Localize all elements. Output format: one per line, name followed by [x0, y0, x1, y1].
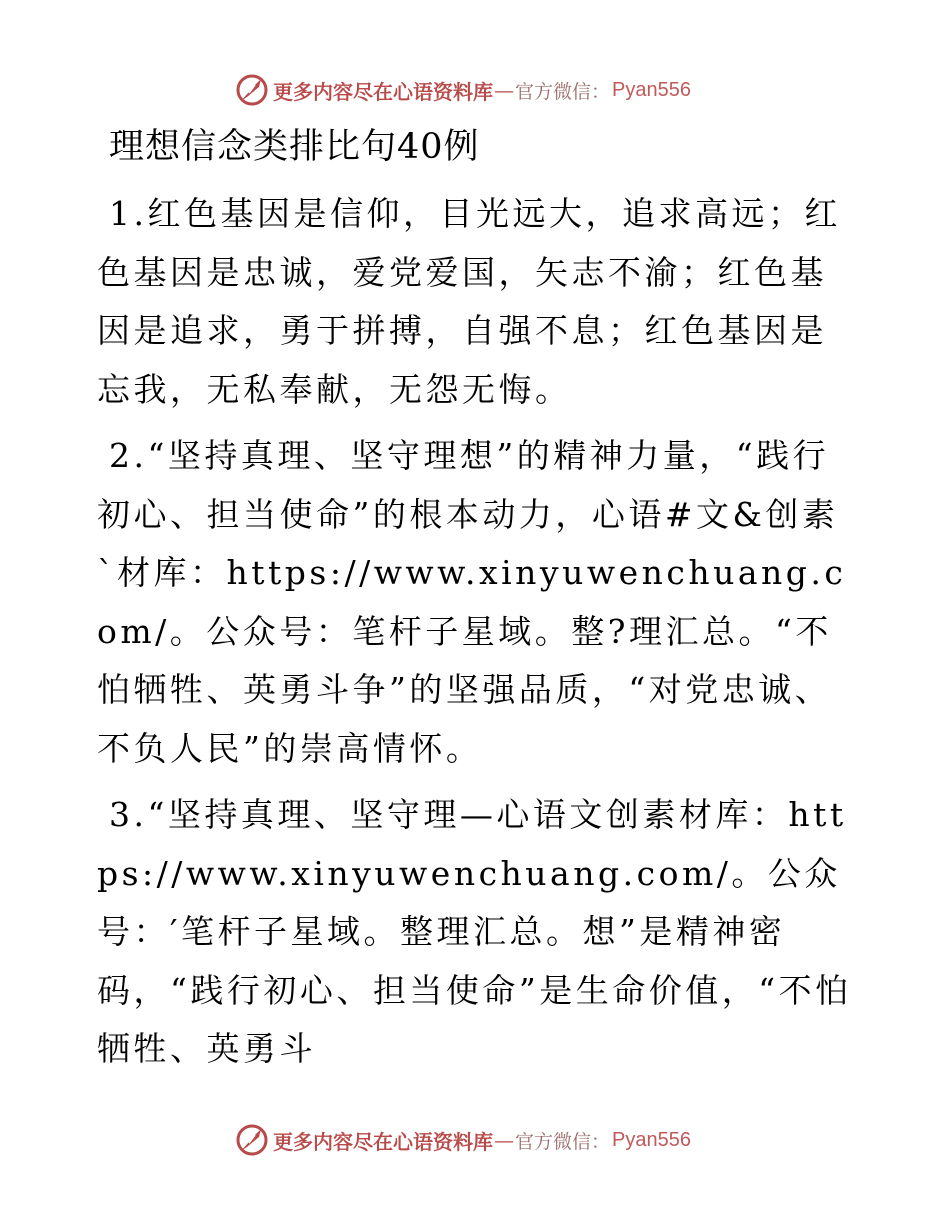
watermark-dash: —: [494, 1128, 514, 1152]
watermark-header: [235, 72, 715, 108]
watermark-official-text: 官方微信：: [515, 1130, 611, 1153]
document-title: 理想信念类排比句40例: [109, 127, 480, 167]
watermark-wechat-id: Pyan556: [612, 1128, 691, 1151]
quill-logo-icon: [235, 73, 269, 107]
watermark-dash: —: [494, 78, 514, 102]
watermark-site-text: 更多内容尽在心语资料库: [273, 79, 493, 104]
quill-logo-icon: [235, 1123, 269, 1157]
watermark-wechat-id: Pyan556: [612, 78, 691, 101]
document-body: [97, 118, 857, 1079]
paragraph-1: 1.红色基因是信仰，目光远大，追求高远；红色基因是忠诚，爱党爱国，矢志不渝；红色基因是追求，勇于拼搏，自强不息；红色基因是忘我，无私奉献，无怨无悔。: [97, 194, 841, 409]
paragraph-3: 3.“坚持真理、坚守理—心语文创素材库：https://www.xinyuwenchuang.com/。公众号：′笔杆子星域。整理汇总。想”是精神密码，“践行初心、担当使命”是生命价值，“不怕牺牲、英勇斗: [97, 795, 852, 1068]
watermark-official-text: 官方微信：: [515, 80, 611, 103]
watermark-footer: [235, 1122, 715, 1158]
paragraph-2: 2.“坚持真理、坚守理想”的精神力量，“践行初心、担当使命”的根本动力，心语#文&创素`材库：https://www.xinyuwenchuang.com/。公众号：笔杆子星域。整?理汇总。“不怕牺牲、英勇斗争”的坚强品质，“对党忠诚、不负人民”的崇高情怀。: [97, 436, 847, 768]
watermark-site-text: 更多内容尽在心语资料库: [273, 1129, 493, 1154]
